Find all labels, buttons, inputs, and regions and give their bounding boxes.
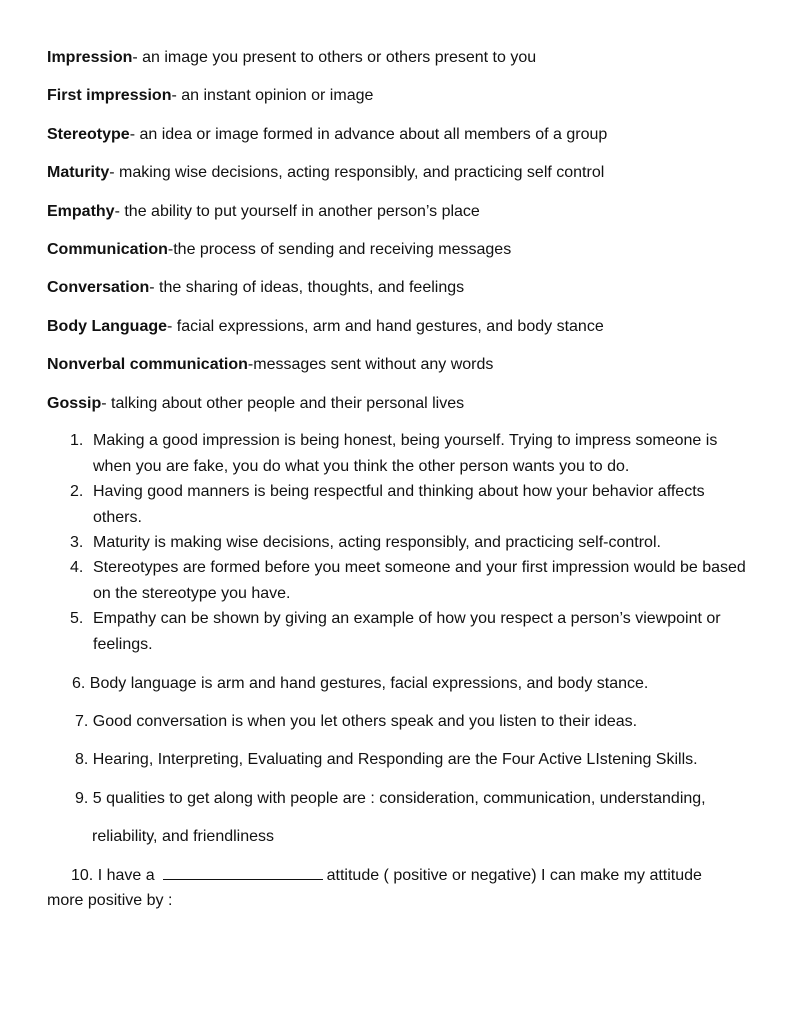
definition-term: Communication [47, 241, 168, 258]
definition-term: Body Language [47, 318, 168, 335]
list-item-3 [70, 530, 750, 556]
list-item-5 [70, 606, 750, 657]
definition-text: -the process of sending and receiving messages [167, 241, 512, 258]
list-item-9-line-2: reliability, and friendliness [92, 828, 275, 845]
list-text: Stereotypes are formed before you meet someone and your first impression would be based on the stereotype you have. [93, 559, 746, 602]
list-number: 3. [70, 534, 84, 551]
definition-communication [47, 240, 511, 260]
definition-nonverbal-communication [47, 355, 493, 375]
list-number: 5. [70, 610, 84, 627]
list-item-10-line-2: more positive by : [47, 892, 173, 909]
list-text: Empathy can be shown by giving an example of how you respect a person’s viewpoint or feelings. [93, 610, 721, 653]
list-item-10 [71, 865, 702, 886]
list-item-2 [70, 479, 750, 530]
list-item-9-line-1: 9. 5 qualities to get along with people are : consideration, communication, understanding, [75, 790, 706, 807]
list-number: 4. [70, 559, 84, 576]
list-item-4 [70, 555, 750, 606]
definition-term: Conversation [47, 279, 150, 296]
definition-term: Stereotype [47, 126, 130, 143]
definition-text: - making wise decisions, acting responsibly, and practicing self control [109, 164, 605, 181]
definition-body-language [47, 317, 604, 337]
definition-text: - an image you present to others or others present to you [132, 49, 537, 66]
definition-stereotype [47, 125, 607, 145]
definition-impression [47, 48, 536, 68]
definition-text: - the ability to put yourself in another person’s place [114, 203, 480, 220]
definition-text: - facial expressions, arm and hand gestures, and body stance [167, 318, 604, 335]
list-item-1 [70, 428, 750, 479]
fill-in-blank[interactable] [163, 865, 323, 880]
definition-text: - talking about other people and their personal lives [101, 395, 465, 412]
list-number: 2. [70, 483, 84, 500]
list-text: Having good manners is being respectful and thinking about how your behavior affects others. [93, 483, 705, 526]
definition-term: Maturity [47, 164, 110, 181]
definition-maturity [47, 163, 604, 183]
list-number: 1. [70, 432, 84, 449]
definition-text: -messages sent without any words [247, 356, 494, 373]
list-item-8: 8. Hearing, Interpreting, Evaluating and Responding are the Four Active LIstening Skills. [75, 751, 698, 768]
definition-conversation [47, 278, 464, 298]
definition-text: - an idea or image formed in advance about all members of a group [129, 126, 608, 143]
definition-empathy [47, 202, 480, 222]
list-text: Making a good impression is being honest, being yourself. Trying to impress someone is when you are fake, you do what you think the other person wants you to do. [93, 432, 718, 475]
definition-gossip [47, 394, 464, 414]
item-10-prefix: 10. I have a [71, 867, 155, 884]
definition-term: Empathy [47, 203, 115, 220]
list-text: Maturity is making wise decisions, acting responsibly, and practicing self-control. [93, 534, 661, 551]
definition-text: - the sharing of ideas, thoughts, and feelings [149, 279, 465, 296]
definition-first-impression [47, 86, 373, 106]
list-item-7: 7. Good conversation is when you let others speak and you listen to their ideas. [75, 713, 638, 730]
definition-term: Impression [47, 49, 133, 66]
list-item-6: 6. Body language is arm and hand gestures, facial expressions, and body stance. [72, 675, 649, 692]
definition-text: - an instant opinion or image [171, 87, 374, 104]
definition-term: Nonverbal communication [47, 356, 248, 373]
item-10-suffix: attitude ( positive or negative) I can make my attitude [326, 867, 702, 884]
definition-term: Gossip [47, 395, 102, 412]
definition-term: First impression [47, 87, 172, 104]
